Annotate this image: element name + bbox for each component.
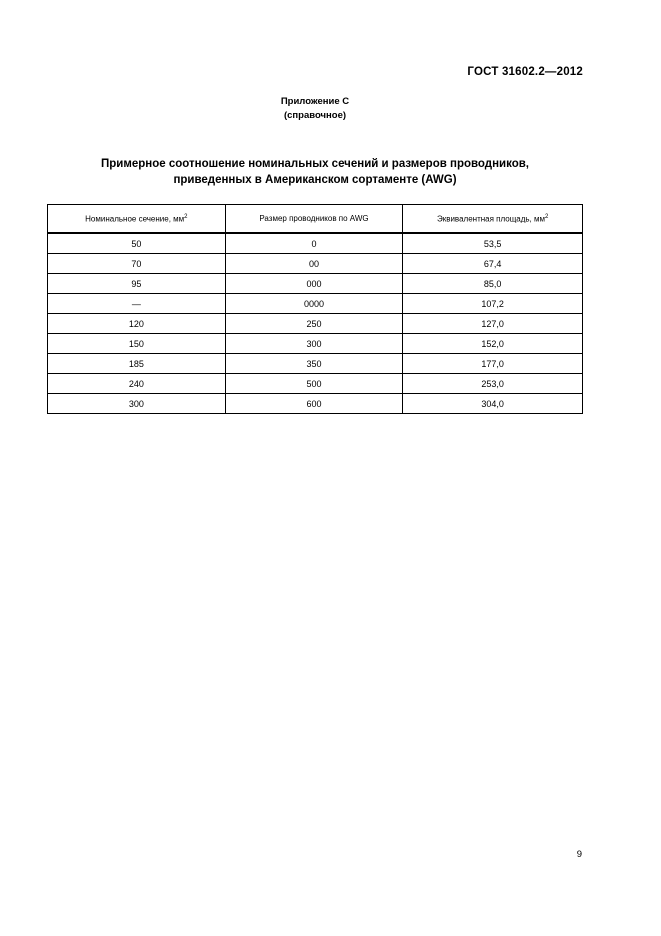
table-cell: 253,0 <box>403 374 583 394</box>
table-cell: 250 <box>225 314 403 334</box>
table-cell: 00 <box>225 254 403 274</box>
table-cell: 350 <box>225 354 403 374</box>
annex-type: (справочное) <box>283 110 347 121</box>
table-row <box>48 334 583 354</box>
table-cell: 600 <box>225 394 403 414</box>
table-cell: 240 <box>48 374 226 394</box>
table-row <box>48 394 583 414</box>
standard-number: ГОСТ 31602.2—2012 <box>467 66 583 78</box>
annex-heading <box>0 95 630 123</box>
table-cell: 152,0 <box>403 334 583 354</box>
table-cell: 500 <box>225 374 403 394</box>
table-cell: 300 <box>225 334 403 354</box>
table-cell: 95 <box>48 274 226 294</box>
table-row <box>48 314 583 334</box>
table-row <box>48 374 583 394</box>
table-cell: 53,5 <box>403 233 583 254</box>
table-row <box>48 294 583 314</box>
table-title-line-1: Примерное соотношение номинальных сечений и размеров проводников, <box>101 158 529 170</box>
table-cell: — <box>48 294 226 314</box>
table-cell: 70 <box>48 254 226 274</box>
table-cell: 85,0 <box>403 274 583 294</box>
table-cell: 50 <box>48 233 226 254</box>
table-header-row <box>48 205 583 234</box>
table-cell: 150 <box>48 334 226 354</box>
table-cell: 120 <box>48 314 226 334</box>
table-cell: 304,0 <box>403 394 583 414</box>
table-cell: 0 <box>225 233 403 254</box>
table-cell: 185 <box>48 354 226 374</box>
awg-table <box>47 204 583 414</box>
table-title <box>0 156 630 188</box>
table-row <box>48 233 583 254</box>
table-cell: 0000 <box>225 294 403 314</box>
table-row <box>48 354 583 374</box>
column-header-awg-size: Размер проводников по AWG <box>225 205 403 234</box>
table-cell: 177,0 <box>403 354 583 374</box>
page-number: 9 <box>576 849 582 860</box>
table-cell: 67,4 <box>403 254 583 274</box>
table-cell: 300 <box>48 394 226 414</box>
table-row <box>48 274 583 294</box>
table-cell: 127,0 <box>403 314 583 334</box>
annex-title: Приложение С <box>280 96 350 107</box>
table-row <box>48 254 583 274</box>
table-cell: 000 <box>225 274 403 294</box>
table-cell: 107,2 <box>403 294 583 314</box>
column-header-equivalent-area: Эквивалентная площадь, $мм^2$ <box>403 205 583 234</box>
column-header-nominal-section: Номинальное сечение, $мм^2$ <box>48 205 226 234</box>
table-title-line-2: приведенных в Американском сортаменте (AWG) <box>173 174 457 186</box>
